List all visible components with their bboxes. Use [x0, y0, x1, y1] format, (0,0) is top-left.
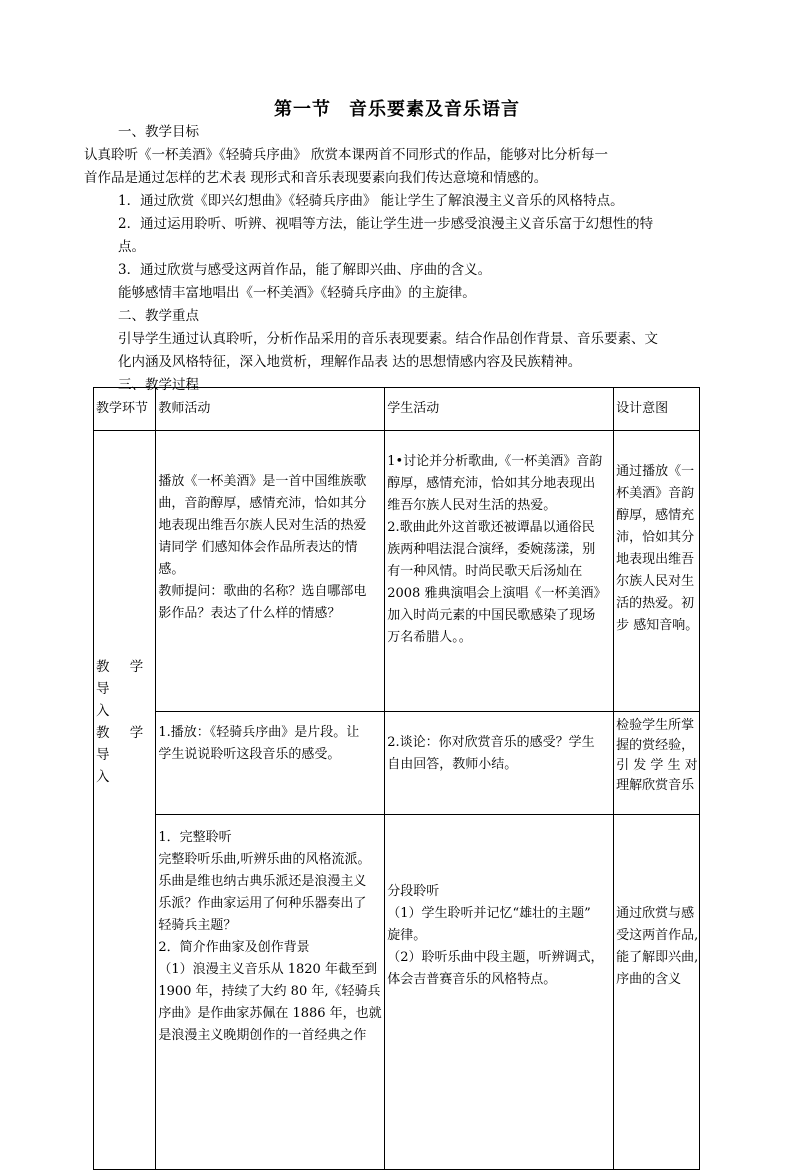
teacher-line: 教师提问：歌曲的名称？选自哪部电 — [158, 584, 367, 599]
teacher-line: 2．简介作曲家及创作背景 — [158, 940, 310, 955]
header-teacher: 教师活动 — [156, 388, 385, 431]
intent-line: 序曲的含义 — [616, 972, 682, 987]
stage-cell — [94, 431, 156, 1170]
teacher-line: 乐曲是维也纳古典乐派还是浪漫主义 — [158, 874, 367, 889]
intent-line: 通过播放《一 — [616, 464, 695, 479]
teacher-line: 曲，音韵醇厚，感情充沛，恰如其分 — [158, 496, 367, 511]
stage-label: 教 学 导 — [96, 725, 152, 763]
intent-line: 尔族人民对生 — [616, 574, 695, 589]
student-line: 醇厚，感情充沛，恰如其分地表现出 — [387, 476, 596, 491]
intent-line: 引 发 学 生 对 — [616, 758, 698, 773]
section-title: 音乐要素及音乐语言 — [349, 99, 520, 120]
teacher-line: 地表现出维吾尔族人民对生活的热爱 — [158, 518, 367, 533]
intent-line: 检验学生所掌 — [616, 718, 695, 733]
goals-heading: 一、教学目标 — [118, 124, 199, 140]
intent-cell — [614, 431, 700, 712]
teacher-line: 是浪漫主义晚期创作的一首经典之作 — [158, 1028, 367, 1043]
teacher-line: 轻骑兵主题？ — [158, 918, 237, 933]
header-student: 学生活动 — [385, 388, 614, 431]
teacher-line: 播放《一杯美酒》是一首中国维族歌 — [158, 474, 367, 489]
header-stage: 教学环节 — [94, 388, 156, 431]
intent-line: 受这两首作品, — [616, 928, 699, 943]
stage-label: 入 — [96, 703, 110, 719]
student-line: 加入时尚元素的中国民歌感染了现场 — [387, 608, 596, 623]
student-line: 体会吉普赛音乐的风格特点。 — [387, 972, 557, 987]
stage-label: 教 学 导 — [96, 659, 152, 697]
teacher-line: 1.播放：《轻骑兵序曲》是片段。让 — [158, 725, 360, 740]
intent-line: 杯美酒》音韵 — [616, 486, 695, 501]
goal-2-line-1: 2．通过运用聆听、听辨、视唱等方法，能让学生进一步感受浪漫主义音乐富于幻想性的特 — [118, 216, 654, 232]
teacher-line: 学生说说聆听这段音乐的感受。 — [158, 747, 341, 762]
focus-line-2: 化内涵及风格特征，深入地赏析，理解作品表 达的思想情感内容及民族精神。 — [118, 354, 582, 370]
table-header-row — [94, 388, 700, 431]
intent-line: 沛，恰如其分 — [616, 530, 695, 545]
intent-cell — [614, 712, 700, 815]
intent-line: 握的赏经验， — [616, 738, 695, 753]
teacher-line: 请同学 们感知体会作品所表达的情 — [158, 540, 358, 555]
table-row — [94, 815, 700, 1170]
student-line: 万名希腊人。。 — [387, 630, 472, 645]
student-line: 分段聆听 — [387, 884, 440, 899]
teacher-activity-cell — [156, 815, 385, 1170]
student-activity-cell — [385, 815, 614, 1170]
intent-line: 理解欣赏音乐 — [616, 778, 695, 793]
teacher-line: 乐派？作曲家运用了何种乐器奏出了 — [158, 896, 367, 911]
intent-line: 通过欣赏与感 — [616, 906, 695, 921]
teacher-line: （1）浪漫主义音乐从 1820 年截至到 — [158, 962, 377, 977]
teaching-process-table — [93, 387, 700, 1170]
student-line: 自由回答，教师小结。 — [387, 757, 518, 772]
page-title — [0, 95, 794, 121]
teacher-line: 影作品？表达了什么样的情感？ — [158, 606, 341, 621]
stage-label: 入 — [96, 769, 110, 785]
student-line: 1•讨论并分析歌曲,《一杯美酒》音韵 — [387, 454, 603, 469]
student-line: 有一种风情。时尚民歌天后汤灿在 — [387, 564, 583, 579]
student-line: （1）学生聆听并记忆“雄壮的主题” — [387, 906, 591, 921]
header-intent: 设计意图 — [614, 388, 700, 431]
teacher-line: 1900 年，持续了大约 80 年,《轻骑兵 — [158, 984, 381, 999]
process-heading: 三、教学过程 — [118, 377, 199, 393]
goal-2-line-2: 点。 — [118, 239, 145, 255]
table-row — [94, 431, 700, 712]
teacher-line: 1．完整聆听 — [158, 830, 232, 845]
intent-line: 步 感知音响。 — [616, 618, 699, 633]
student-line: （2）聆听乐曲中段主题，听辨调式， — [387, 950, 604, 965]
student-line: 维吾尔族人民对生活的热爱。 — [387, 498, 557, 513]
teacher-activity-cell — [156, 431, 385, 712]
focus-heading: 二、教学重点 — [118, 308, 199, 324]
goals-intro-line-2: 首作品是通过怎样的艺术表 现形式和音乐表现要素向我们传达意境和情感的。 — [84, 170, 548, 186]
student-line: 2008 雅典演唱会上演唱《一杯美酒》 — [387, 586, 607, 601]
intent-line: 醇厚，感情充 — [616, 508, 695, 523]
section-number: 第一节 — [274, 99, 331, 120]
intent-cell — [614, 815, 700, 1170]
student-line: 2.歌曲此外这首歌还被谭晶以通俗民 — [387, 520, 595, 535]
student-line: 2.谈论：你对欣赏音乐的感受？学生 — [387, 735, 595, 750]
lesson-body — [84, 121, 688, 397]
intent-line: 活的热爱。初 — [616, 596, 695, 611]
goal-1: 1．通过欣赏《即兴幻想曲》《轻骑兵序曲》 能让学生了解浪漫主义音乐的风格特点。 — [118, 193, 624, 209]
student-line: 旋律。 — [387, 928, 427, 943]
goals-intro-line-1: 认真聆听《一杯美酒》《轻骑兵序曲》 欣赏本课两首不同形式的作品，能够对比分析每一 — [84, 147, 609, 163]
goal-3: 3．通过欣赏与感受这两首作品，能了解即兴曲、序曲的含义。 — [118, 262, 492, 278]
student-activity-cell — [385, 431, 614, 712]
teacher-line: 完整聆听乐曲,听辨乐曲的风格流派。 — [158, 852, 371, 867]
goal-4: 能够感情丰富地唱出《一杯美酒》《轻骑兵序曲》的主旋律。 — [118, 285, 476, 301]
student-line: 族两种唱法混合演绎，委婉荡漾，别 — [387, 542, 596, 557]
teacher-activity-cell — [156, 712, 385, 815]
focus-line-1: 引导学生通过认真聆听，分析作品采用的音乐表现要素。结合作品创作背景、音乐要素、文 — [118, 331, 658, 347]
intent-line: 地表现出维吾 — [616, 552, 695, 567]
intent-line: 能了解即兴曲, — [616, 950, 699, 965]
table-row — [94, 712, 700, 815]
teacher-line: 感。 — [158, 562, 185, 577]
teacher-line: 序曲》是作曲家苏佩在 1886 年，也就 — [158, 1006, 382, 1021]
student-activity-cell — [385, 712, 614, 815]
